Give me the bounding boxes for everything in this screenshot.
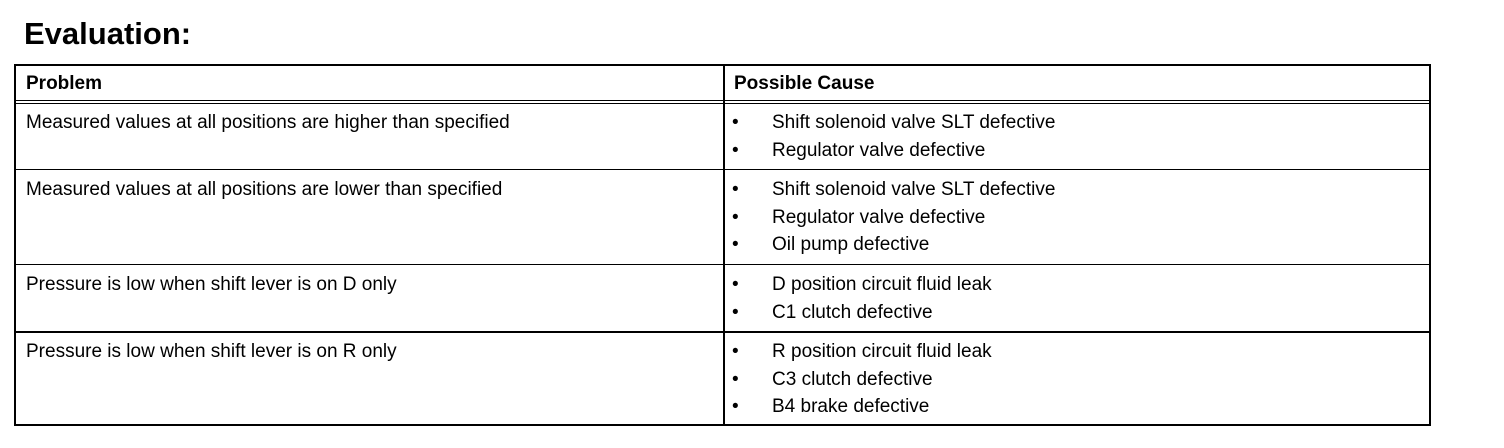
row-divider (16, 169, 1429, 170)
cause-item: • Oil pump defective (732, 231, 1055, 259)
row-divider (16, 264, 1429, 265)
row-2-problem: Measured values at all positions are lower than specified (26, 179, 503, 200)
header-divider (16, 100, 1429, 101)
bullet-icon: • (732, 341, 739, 362)
cause-item: • D position circuit fluid leak (732, 271, 992, 299)
cause-item: • B4 brake defective (732, 393, 992, 421)
cause-item: • Regulator valve defective (732, 137, 1055, 165)
bullet-icon: • (732, 368, 739, 390)
bullet-icon: • (732, 274, 739, 295)
row-1-problem: Measured values at all positions are higher than specified (26, 112, 510, 133)
row-4-problem: Pressure is low when shift lever is on R only (26, 341, 397, 362)
cause-item: • Shift solenoid valve SLT defective (732, 109, 1055, 137)
cause-item: • Shift solenoid valve SLT defective (732, 176, 1055, 204)
cause-item: • C3 clutch defective (732, 366, 992, 394)
header-possible-cause: Possible Cause (734, 73, 875, 94)
cause-item: • C1 clutch defective (732, 299, 992, 327)
bullet-icon: • (732, 301, 739, 323)
row-4-causes (732, 338, 992, 421)
cause-item: • R position circuit fluid leak (732, 338, 992, 366)
row-3-causes (732, 271, 992, 326)
bullet-icon: • (732, 234, 739, 255)
row-3-problem: Pressure is low when shift lever is on D only (26, 274, 397, 295)
bullet-icon: • (732, 139, 739, 161)
column-divider (723, 66, 725, 424)
bullet-icon: • (732, 112, 739, 133)
row-2-causes (732, 176, 1055, 259)
bullet-icon: • (732, 179, 739, 200)
bullet-icon: • (732, 396, 739, 417)
header-problem: Problem (26, 73, 103, 94)
row-divider (16, 331, 1429, 333)
row-1-causes (732, 109, 1055, 164)
cause-item: • Regulator valve defective (732, 204, 1055, 232)
evaluation-table (14, 64, 1431, 426)
page-title: Evaluation: (24, 16, 192, 51)
bullet-icon: • (732, 206, 739, 228)
